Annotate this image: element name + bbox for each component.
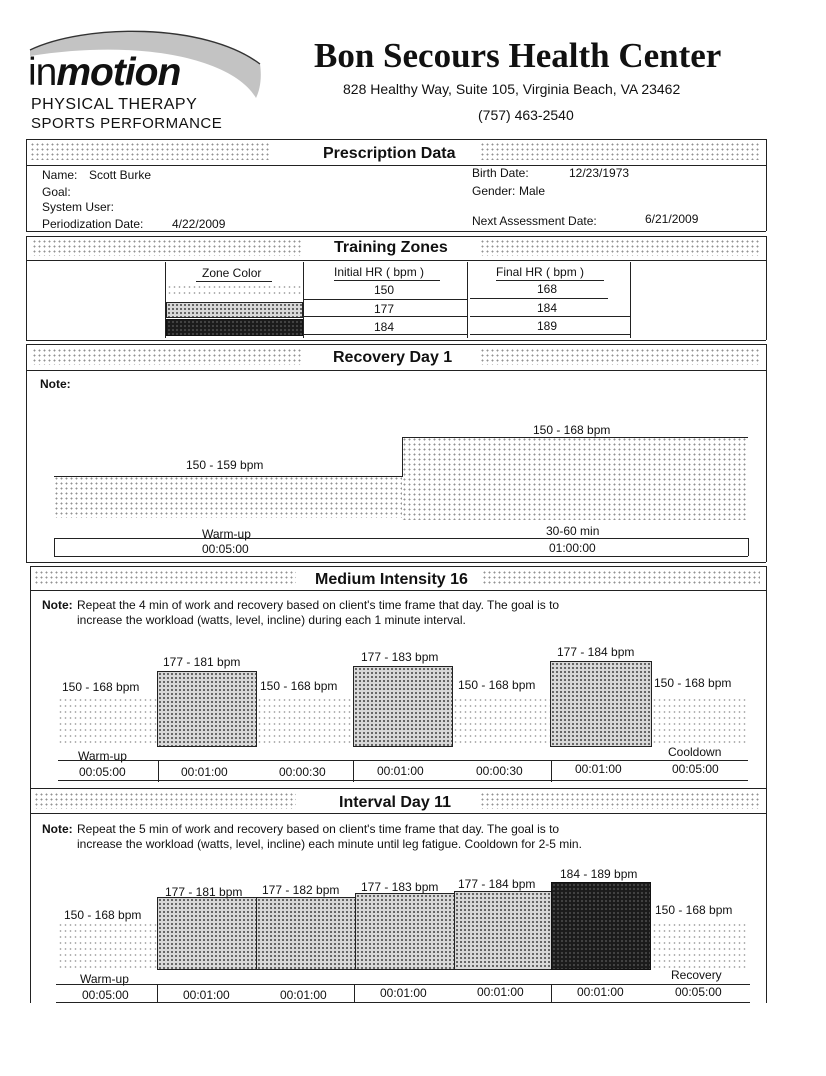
gender-value: Male (519, 184, 546, 198)
medium-rec2-bpm: 150 - 168 bpm (458, 678, 536, 692)
interval-stage1-block (157, 897, 257, 970)
interval-warmup-time: 00:05:00 (82, 988, 129, 1002)
logo-motion: motion (56, 51, 181, 94)
interval-s5-time: 00:01:00 (577, 985, 624, 999)
medium-note-label: Note: (42, 598, 73, 612)
interval-s3-time: 00:01:00 (380, 986, 427, 1000)
clinic-name: Bon Secours Health Center (314, 36, 722, 75)
medium-rec2-time: 00:00:30 (476, 764, 523, 778)
medium-rec1-bpm: 150 - 168 bpm (260, 679, 338, 693)
birth-date-label: Birth Date: (472, 166, 529, 180)
medium-work1-bpm: 177 - 181 bpm (163, 655, 241, 669)
name-value: Scott Burke (89, 168, 152, 182)
interval-note-label: Note: (42, 822, 73, 836)
medium-warmup-bpm: 150 - 168 bpm (62, 680, 140, 694)
initial-hr-header: Initial HR ( bpm ) (334, 265, 425, 279)
gender-label: Gender: (472, 184, 516, 198)
medium-rec1-time: 00:00:30 (279, 765, 326, 779)
medium-cool-name: Cooldown (668, 745, 722, 759)
zone-color-header: Zone Color (202, 266, 262, 280)
medium-work2-block (353, 666, 453, 747)
medium-work3-bpm: 177 - 184 bpm (557, 645, 635, 659)
recovery-seg1-time: 00:05:00 (202, 542, 249, 556)
recovery-seg2-name: 30-60 min (546, 524, 600, 538)
medium-work3-time: 00:01:00 (575, 762, 622, 776)
interval-note-line1: Repeat the 5 min of work and recovery based on client's time frame that day. The goal is to (77, 822, 560, 836)
medium-title: Medium Intensity 16 (315, 571, 468, 588)
zone-dark-final: 189 (537, 319, 558, 333)
interval-note-line2: increase the workload (watts, level, incline) each minute until leg fatigue. Cooldown for 2-5 min. (77, 837, 582, 851)
medium-work2-bpm: 177 - 183 bpm (361, 650, 439, 664)
interval-stage2-block (256, 897, 356, 970)
logo-tagline-2: SPORTS PERFORMANCE (31, 115, 223, 132)
recovery-title: Recovery Day 1 (333, 349, 453, 366)
interval-rec-name: Recovery (671, 968, 722, 982)
medium-work1-time: 00:01:00 (181, 765, 228, 779)
medium-note-line2: increase the workload (watts, level, incline) during each 1 minute interval. (77, 613, 466, 627)
interval-s2-time: 00:01:00 (280, 988, 327, 1002)
goal-label: Goal: (42, 185, 71, 199)
final-hr-header: Final HR ( bpm ) (496, 265, 585, 279)
interval-s4-time: 00:01:00 (477, 985, 524, 999)
zone-medium-final: 184 (537, 301, 558, 315)
zone-light-final: 168 (537, 282, 558, 296)
next-assessment-value: 6/21/2009 (645, 212, 699, 226)
medium-work2-time: 00:01:00 (377, 764, 424, 778)
interval-s1-time: 00:01:00 (183, 988, 230, 1002)
interval-rec-bpm: 150 - 168 bpm (655, 903, 733, 917)
zone-light-initial: 150 (374, 283, 395, 297)
name-label: Name: (42, 168, 78, 182)
interval-s5-bpm: 184 - 189 bpm (560, 867, 638, 881)
medium-cool-bpm: 150 - 168 bpm (654, 676, 732, 690)
clinic-address: 828 Healthy Way, Suite 105, Virginia Beach, VA 23462 (343, 81, 681, 97)
recovery-seg2-bpm: 150 - 168 bpm (533, 423, 611, 437)
interval-s2-bpm: 177 - 182 bpm (262, 883, 340, 897)
interval-rec-time: 00:05:00 (675, 985, 722, 999)
medium-warmup-name: Warm-up (78, 749, 127, 763)
medium-cool-time: 00:05:00 (672, 762, 719, 776)
next-assessment-label: Next Assessment Date: (472, 214, 597, 228)
birth-date-value: 12/23/1973 (569, 166, 630, 180)
interval-warmup-name: Warm-up (80, 972, 129, 986)
interval-s4-bpm: 177 - 184 bpm (458, 877, 536, 891)
logo-tagline-1: PHYSICAL THERAPY (31, 96, 198, 113)
zone-swatch-medium (166, 302, 303, 318)
interval-stage3-block (355, 893, 455, 970)
system-user-label: System User: (42, 200, 115, 214)
medium-note-line1: Repeat the 4 min of work and recovery based on client's time frame that day. The goal is to (77, 598, 560, 612)
zone-medium-initial: 177 (374, 302, 395, 316)
periodization-value: 4/22/2009 (172, 217, 226, 231)
recovery-seg2-time: 01:00:00 (549, 541, 596, 555)
recovery-seg1-bpm: 150 - 159 bpm (186, 458, 264, 472)
clinic-phone: (757) 463-2540 (478, 107, 574, 123)
training-zones-title: Training Zones (334, 239, 448, 256)
interval-warmup-bpm: 150 - 168 bpm (64, 908, 142, 922)
medium-work1-block (157, 671, 257, 747)
zone-dark-initial: 184 (374, 320, 395, 334)
interval-stage5-block (551, 882, 651, 970)
logo-in: in (28, 51, 57, 94)
zone-swatch-light (167, 284, 302, 298)
periodization-label: Periodization Date: (42, 217, 144, 231)
medium-warmup-time: 00:05:00 (79, 765, 126, 779)
prescription-title: Prescription Data (323, 145, 456, 162)
interval-s3-bpm: 177 - 183 bpm (361, 880, 439, 894)
medium-work3-block (550, 661, 652, 747)
interval-s1-bpm: 177 - 181 bpm (165, 885, 243, 899)
logo-wordmark (28, 52, 180, 94)
interval-stage4-block (454, 891, 552, 970)
interval-title: Interval Day 11 (339, 794, 452, 811)
zone-swatch-dark (166, 319, 303, 336)
recovery-seg1-name: Warm-up (202, 527, 251, 541)
recovery-note-label: Note: (40, 377, 71, 391)
